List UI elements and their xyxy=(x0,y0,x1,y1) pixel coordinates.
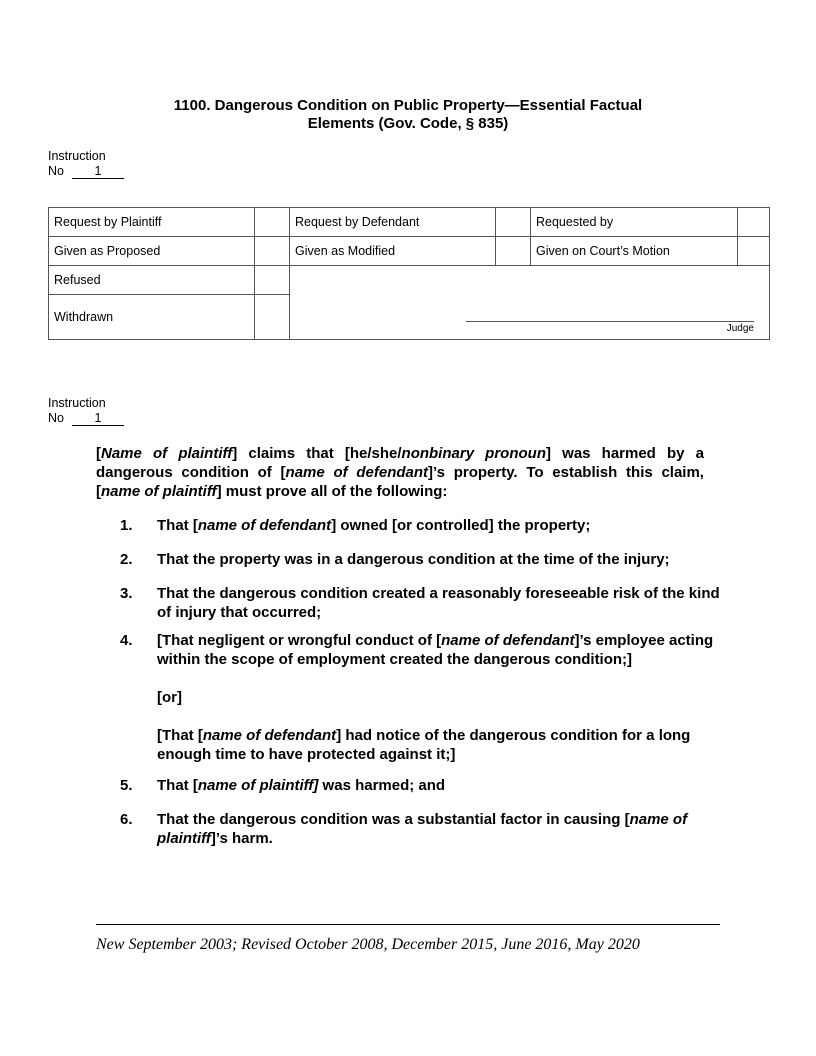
refused-label: Refused xyxy=(49,266,255,295)
request-by-plaintiff-box[interactable] xyxy=(255,208,290,237)
item-italic: name of plaintiff xyxy=(157,811,688,847)
given-as-proposed-box[interactable] xyxy=(255,237,290,266)
item-number: 1. xyxy=(120,517,133,534)
item-number: 6. xyxy=(120,811,133,828)
item-text: That [ xyxy=(157,517,198,534)
request-by-defendant-label: Request by Defendant xyxy=(290,208,496,237)
given-as-modified-box[interactable] xyxy=(496,237,531,266)
item-italic: name of defendant xyxy=(441,632,575,649)
requested-by-box[interactable] xyxy=(738,208,770,237)
given-on-courts-motion-box[interactable] xyxy=(738,237,770,266)
intro-italic: nonbinary pronoun xyxy=(401,445,546,462)
item-italic: name of plaintiff] xyxy=(197,777,319,794)
instruction-label: Instruction xyxy=(48,149,106,163)
intro-text: ] was harmed by a dangerous condition of [ xyxy=(96,445,704,481)
withdrawn-label: Withdrawn xyxy=(49,295,255,340)
request-by-defendant-box[interactable] xyxy=(496,208,531,237)
request-by-plaintiff-label: Request by Plaintiff xyxy=(49,208,255,237)
no-label: No xyxy=(48,164,64,178)
item-text: ] owned [or controlled] the property; xyxy=(331,517,591,534)
title-line-1: 1100. Dangerous Condition on Public Property—Essential Factual xyxy=(173,97,643,114)
instruction-number: 1 xyxy=(72,412,124,426)
instruction-label: Instruction xyxy=(48,396,106,410)
intro-text: ]’s property. To establish this claim, [ xyxy=(96,464,704,500)
item-number: 3. xyxy=(120,585,133,602)
intro-text: ] must prove all of the following: xyxy=(216,483,448,500)
given-as-modified-label: Given as Modified xyxy=(290,237,496,266)
revision-history: New September 2003; Revised October 2008, December 2015, June 2016, May 2020 xyxy=(96,936,640,953)
page-title xyxy=(120,97,696,133)
intro-italic: name of defendant xyxy=(285,464,429,481)
intro-italic: Name of plaintiff xyxy=(101,445,233,462)
list-item-6 xyxy=(120,810,725,848)
item-text: was harmed; and xyxy=(318,777,446,794)
instruction-number-bottom xyxy=(48,396,124,426)
item-text: [That negligent or wrongful conduct of [ xyxy=(157,632,442,649)
given-as-proposed-label: Given as Proposed xyxy=(49,237,255,266)
list-item-4 xyxy=(120,631,725,764)
no-label: No xyxy=(48,411,64,425)
instruction-number: 1 xyxy=(72,165,124,179)
item-number: 5. xyxy=(120,777,133,794)
or-separator: [or] xyxy=(157,689,182,706)
withdrawn-box[interactable] xyxy=(255,295,290,340)
intro-text: ] claims that [he/she/ xyxy=(232,445,402,462)
list-item-5 xyxy=(120,776,725,795)
title-line-2: Elements (Gov. Code, § 835) xyxy=(307,115,509,132)
item-text: ]’s employee acting within the scope of employment created the dangerous condition;] xyxy=(157,632,714,668)
item-text: That the property was in a dangerous condition at the time of the injury; xyxy=(157,551,670,568)
judge-label: Judge xyxy=(726,323,754,334)
footer-divider xyxy=(96,924,720,925)
judge-signature-line xyxy=(466,321,754,322)
item-italic: name of defendant xyxy=(202,727,337,744)
item-text: That the dangerous condition created a reasonably foreseeable risk of the kind of injury that occurred; xyxy=(157,585,720,621)
intro-italic: name of plaintiff xyxy=(101,483,217,500)
item-text: [That [ xyxy=(157,727,203,744)
list-item-1 xyxy=(120,516,725,535)
refused-box[interactable] xyxy=(255,266,290,295)
intro-paragraph xyxy=(96,444,704,501)
item-italic: name of defendant xyxy=(197,517,332,534)
item-text: ]’s harm. xyxy=(210,830,273,847)
list-item-2 xyxy=(120,550,725,569)
intro-text: [ xyxy=(96,445,101,462)
item-text: That the dangerous condition was a substantial factor in causing [ xyxy=(157,811,630,828)
list-item-3 xyxy=(120,584,725,622)
item-text: That [ xyxy=(157,777,198,794)
requested-by-label: Requested by xyxy=(531,208,738,237)
given-on-courts-motion-label: Given on Court’s Motion xyxy=(531,237,738,266)
item-number: 2. xyxy=(120,551,133,568)
instruction-number-top xyxy=(48,149,124,179)
item-number: 4. xyxy=(120,632,133,649)
item-text: ] had notice of the dangerous condition for a long enough time to have protected against it;] xyxy=(157,727,691,763)
